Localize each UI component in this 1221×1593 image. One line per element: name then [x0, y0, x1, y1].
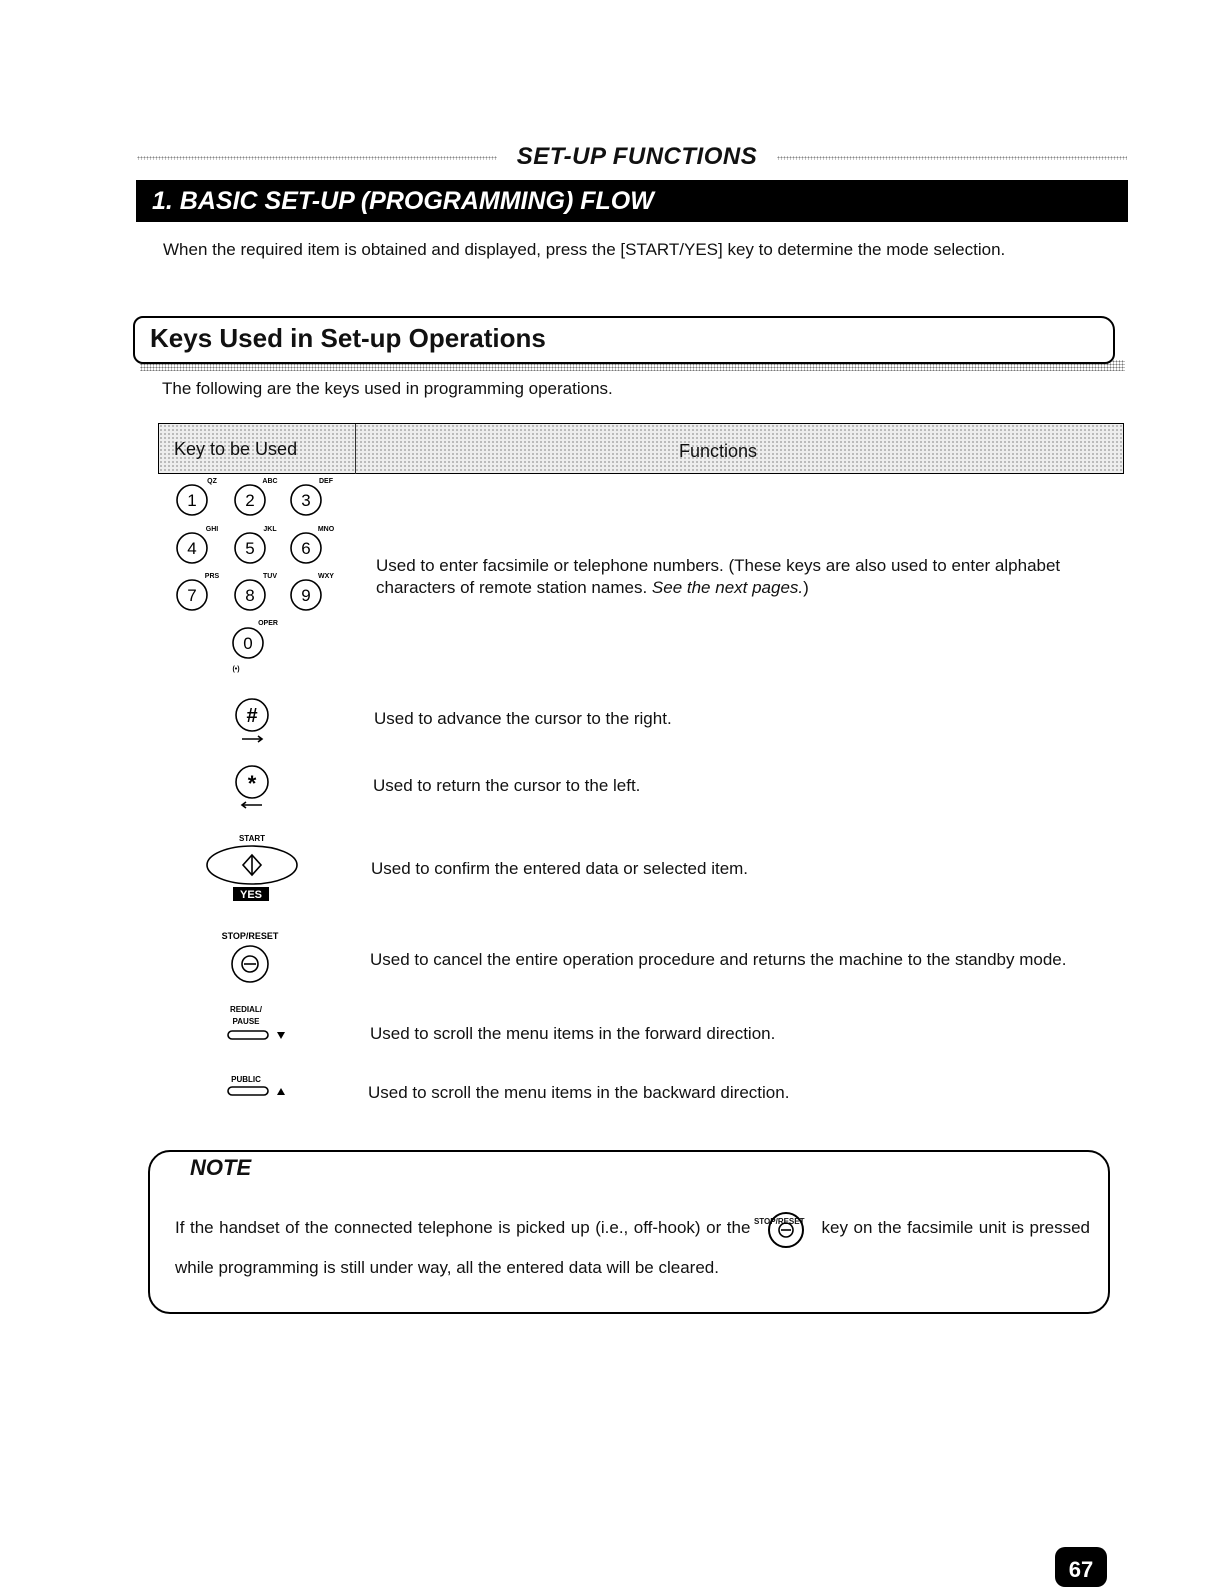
- key-illustrations: [160, 475, 360, 1125]
- note-stop-reset-label: STOP/RESET: [753, 1216, 805, 1226]
- keypad-digit-5: 5: [245, 539, 255, 558]
- note-text-before: If the handset of the connected telephone is picked up (i.e., off-hook) or the: [175, 1218, 751, 1237]
- keypad-letters-6: MNO: [317, 526, 335, 533]
- page-number: 67: [1055, 1547, 1107, 1587]
- pause-label: PAUSE: [232, 1017, 260, 1026]
- dotted-rule-right: [777, 156, 1127, 160]
- keypad-zero-sub: (•): [232, 666, 240, 673]
- keys-section-title: Keys Used in Set-up Operations: [150, 323, 546, 353]
- keypad-digit-8: 8: [245, 586, 255, 605]
- yes-label: YES: [239, 889, 263, 901]
- function-text-numeric-end: ): [803, 578, 809, 597]
- keypad-digit-7: 7: [187, 586, 197, 605]
- redial-label: REDIAL/: [230, 1005, 262, 1014]
- down-arrow-icon: [277, 1032, 285, 1039]
- keys-table-header: [158, 423, 1124, 474]
- dotted-rule-left: [137, 156, 497, 160]
- public-label: PUBLIC: [231, 1075, 261, 1084]
- function-row-hash: Used to advance the cursor to the right.: [374, 709, 672, 728]
- keypad-letters-4: GHI: [205, 526, 219, 533]
- function-row-redial-pause: Used to scroll the menu items in the forward direction.: [370, 1024, 776, 1043]
- keypad-letters-1: QZ: [207, 478, 217, 485]
- up-arrow-icon: [277, 1088, 285, 1095]
- keypad-digit-9: 9: [301, 586, 311, 605]
- keypad-digit-1: 1: [187, 491, 197, 510]
- stop-reset-key-icon: [232, 946, 268, 982]
- public-key-icon: [228, 1087, 268, 1095]
- intro-paragraph: When the required item is obtained and displayed, press the [START/YES] key to determine the mode selection.: [163, 240, 1006, 259]
- keypad-letters-8: TUV: [263, 573, 277, 580]
- note-title: NOTE: [180, 1155, 261, 1181]
- keypad-digit-3: 3: [301, 491, 311, 510]
- section-heading: [137, 143, 1127, 169]
- section-title: SET-UP FUNCTIONS: [516, 143, 758, 170]
- start-label: START: [238, 834, 266, 843]
- keypad-letters-7: PRS: [204, 573, 220, 580]
- function-row-public: Used to scroll the menu items in the backward direction.: [368, 1083, 790, 1102]
- keypad-letters-9: WXY: [318, 573, 334, 580]
- keypad-letters-5: JKL: [263, 526, 277, 533]
- keypad-digit-0: 0: [243, 634, 253, 653]
- note-text-after: key on the facsimile unit is pressed while programming is still under way, all the entered data will be cleared.: [175, 1218, 1090, 1277]
- see-next-pages-ref: See the next pages.: [651, 578, 804, 597]
- note-stop-reset-key: [753, 1214, 816, 1244]
- keypad-digit-6: 6: [301, 539, 311, 558]
- redial-pause-key-icon: [228, 1031, 268, 1039]
- function-row-star: Used to return the cursor to the left.: [373, 776, 641, 795]
- column-header-key: Key to be Used: [174, 439, 298, 459]
- stop-reset-label: STOP/RESET: [221, 931, 279, 941]
- keys-lead-text: The following are the keys used in programming operations.: [162, 379, 613, 398]
- keypad-digit-4: 4: [187, 539, 197, 558]
- start-key-icon: [207, 846, 297, 884]
- stop-reset-icon: [764, 1212, 808, 1252]
- function-text-numeric: Used to enter facsimile or telephone numbers. (These keys are also used to enter alphabet characters of remote station names.: [376, 556, 1061, 597]
- column-header-functions: Functions: [679, 441, 758, 461]
- keypad-digit-2: 2: [245, 491, 255, 510]
- column-divider: [355, 424, 356, 474]
- function-row-start: Used to confirm the entered data or selected item.: [371, 859, 749, 878]
- function-row-numeric: [376, 555, 1121, 599]
- star-symbol: *: [247, 771, 257, 796]
- hash-symbol: #: [246, 705, 258, 727]
- keys-section-box: [133, 316, 1115, 364]
- keypad-letters-3: DEF: [319, 478, 333, 485]
- chapter-title: 1. BASIC SET-UP (PROGRAMMING) FLOW: [136, 180, 1128, 222]
- keypad-letters-0: OPER: [258, 620, 278, 627]
- note-text: [175, 1208, 1090, 1288]
- function-row-stop-reset: Used to cancel the entire operation procedure and returns the machine to the standby mode.: [370, 950, 1067, 969]
- keypad-letters-2: ABC: [262, 478, 278, 485]
